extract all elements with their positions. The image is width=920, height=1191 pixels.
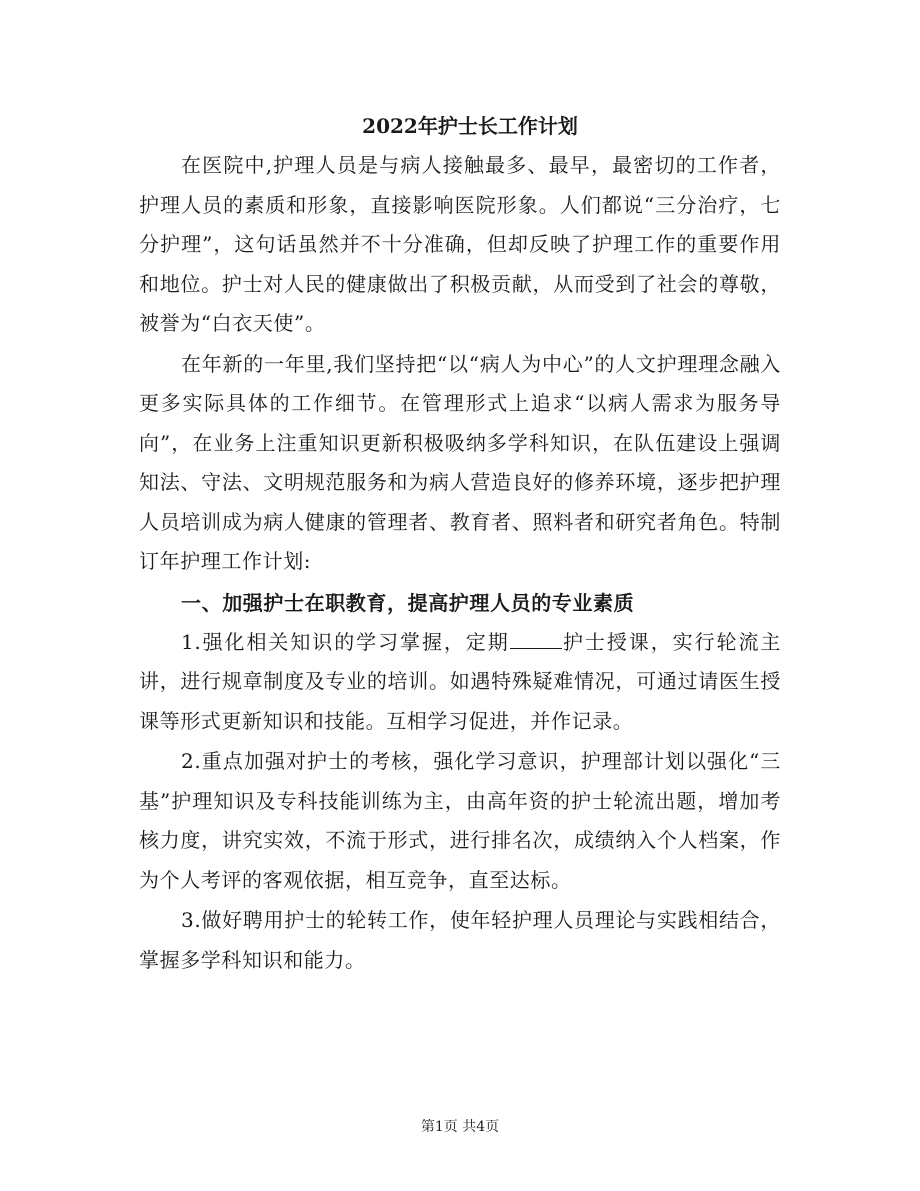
document-title: 2022年护士长工作计划	[362, 114, 578, 138]
section-heading: 一、加强护士在职教育，提高护理人员的专业素质	[181, 590, 635, 615]
list-item-1-rest: 护士授课，实行轮流主讲，进行规章制度及专业的培训。如遇特殊疑难情况，可通过请医生授课等形式更新知识和技能。互相学习促进，并作记录。	[139, 629, 781, 733]
list-item-1-lead: 1.强化相关知识的学习掌握，定期	[181, 629, 510, 654]
list-item-2: 2.重点加强对护士的考核，强化学习意识，护理部计划以强化“三基”护理知识及专科技能训练为主，由高年资的护士轮流出题，增加考核力度，讲究实效，不流于形式，进行排名次，成绩纳入个人档案，作为个人考评的客观依据，相互竞争，直至达标。	[139, 749, 781, 892]
document-body	[139, 146, 781, 981]
list-item-1	[139, 623, 781, 742]
intro-paragraph: 在医院中,护理人员是与病人接触最多、最早，最密切的工作者，护理人员的素质和形象，直接影响医院形象。人们都说“三分治疗，七分护理”，这句话虽然并不十分准确，但却反映了护理工作的重要作用和地位。护士对人民的健康做出了积极贡献，从而受到了社会的尊敬，被誉为“白衣天使”。	[139, 153, 781, 335]
fill-in-blank	[510, 630, 562, 649]
list-item-3: 3.做好聘用护士的轮转工作，使年轻护理人员理论与实践相结合，掌握多学科知识和能力。	[139, 908, 781, 972]
page-number-footer: 第1页 共4页	[420, 1119, 500, 1135]
goals-paragraph: 在年新的一年里,我们坚持把“以“病人为中心”的人文护理理念融入更多实际具体的工作细节。在管理形式上追求“以病人需求为服务导向”，在业务上注重知识更新积极吸纳多学科知识，在队伍建设上强调知法、守法、文明规范服务和为病人营造良好的修养环境，逐步把护理人员培训成为病人健康的管理者、教育者、照料者和研究者角色。特制订年护理工作计划:	[139, 351, 781, 573]
